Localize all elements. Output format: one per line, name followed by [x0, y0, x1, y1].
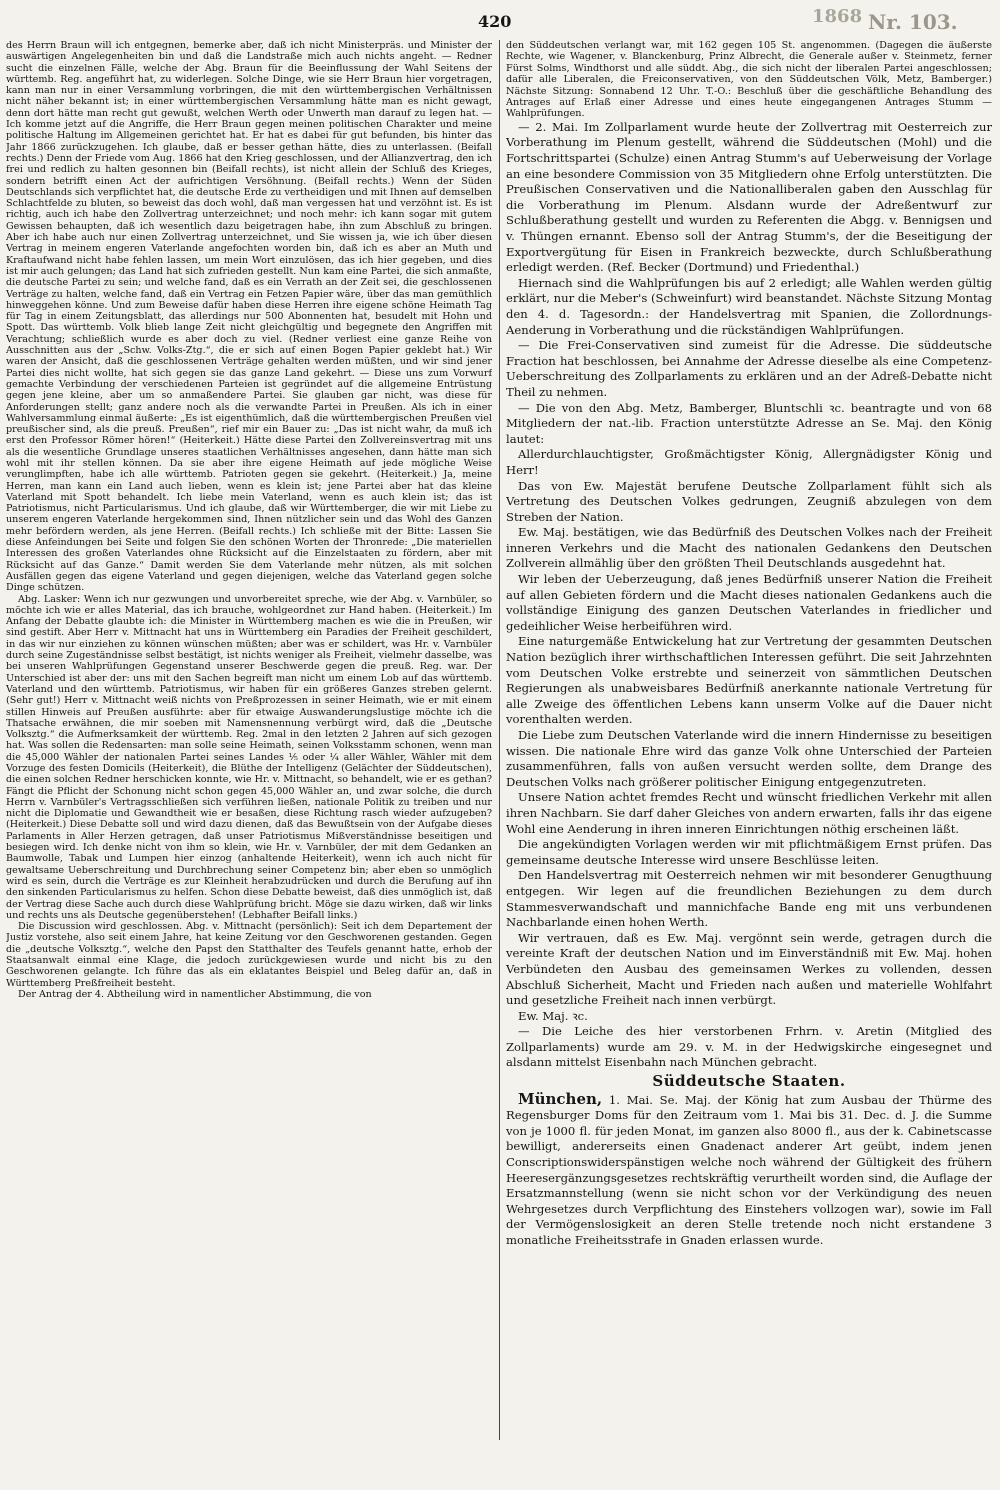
paragraph: des Herrn Braun will ich entgegnen, bemerke aber, daß ich nicht Ministerpräs. und Minister der auswärtigen Angelegenheiten bin und daß die Landstraße mich auch nichts angeht. — Redner sucht die einzelnen Fälle, welche der Abg. Braun für die Beeinflussung der Wahl Seitens der württemb. Reg. angeführt hat, zu widerlegen. Solche Dinge, wie sie Herr Braun hier vorgetragen, kann man nur in einer Versammlung vorbringen, die mit den württembergischen Verhältnissen nicht näher bekannt ist; in einer württembergischen Versammlung hätte man es nicht gewagt, denn dort hätte man recht gut gewußt, welchen Werth oder Unwerth man darauf zu legen hat. — Ich komme jetzt auf die Angriffe, die Herr Braun gegen meinen politischen Charakter und meine politische Haltung im Allgemeinen gerichtet hat. Er hat es dabei für gut befunden, bis hinter das Jahr 1866 zurückzugehen. Ich glaube, daß er besser gethan hätte, dies zu unterlassen. (Beifall rechts.) Denn der Friede vom Aug. 1866 hat den Krieg geschlossen, und der Allianzvertrag, den ich frei und redlich zu halten gesonnen bin (Beifall rechts), ist nicht allein der Schluß des Krieges, sondern betrifft einen Act der aufrichtigen Versöhnung. (Beifall rechts.) Wenn der Süden Deutschlands sich verpflichtet hat, die deutsche Erde zu vertheidigen und mit Ihnen auf demselben Schlachtfelde zu bluten, so beweist das doch wohl, daß man vergessen hat und verzöhnt ist. Es ist richtig, auch ich habe den Zollvertrag unterzeichnet; und noch mehr: ich kann sogar mit gutem Gewissen behaupten, daß ich wesentlich dazu beigetragen habe, ihn zum Abschluß zu bringen. Aber ich habe auch nur einen Zollvertrag unterzeichnet, und Sie wissen ja, wie ich über diesen Vertrag in meinem engeren Vaterlande angefochten worden bin, daß ich es aber an Muth und Kraftaufwand nicht habe fehlen lassen, um mein Wort einzulösen, das ich hier gegeben, und dies ist mir auch gelungen; das Land hat sich zufrieden gestellt. Nun kam eine Partei, die sich anmaßte, die deutsche Partei zu sein; und welche fand, daß es ein Verrath an der Zeit sei, die geschlossenen Verträge zu halten, welche fand, daß ein Vertrag ein Fetzen Papier wäre, über das man gemüthlich hinweggehen könne. Und zum Beweise dafür haben diese Herren ihre eigene schöne Heimath Tag für Tag in einem Zeitungsblatt, das allerdings nur 500 Abonnenten hat, besudelt mit Hohn und Spott. Das württemb. Volk blieb lange Zeit nicht gleichgültig und begegnete den Angriffen mit Verachtung; schließlich wurde es aber doch zu viel. (Redner verliest eine ganze Reihe von Ausschnitten aus der „Schw. Volks-Ztg.“, die er sich auf einen Bogen Papier geklebt hat.) Wir waren der Ansicht, daß die geschlossenen Verträge gehalten werden müßten, und wir sind jener Partei dies nicht wollte, hat sich gegen sie das ganze Land gekehrt. — Diese uns zum Vorwurf gemachte Verbindung der verschiedenen Parteien ist gegründet auf die allgemeine Entrüstung gegen jene kleine, aber um so anmaßendere Partei. Sie glauben gar nicht, was diese für Anforderungen stellt; ganz andere noch als die verwandte Partei in Preußen. Als ich in einer Wahlversammlung einmal äußerte: „Es ist eigenthümlich, daß die württembergischen Preußen viel preußischer sind, als die preuß. Preußen“, rief mir ein Bauer zu: „Das ist nicht wahr, da muß ich erst den Professor Römer hören!“ (Heiterkeit.) Hätte diese Partei den Zollvereinsvertrag mit uns als die wesentliche Grundlage unseres staatlichen Verhältnisses angesehen, dann hätte man sich wohl mit ihr stellen können. Da sie aber ihre eigene Heimath auf jede mögliche Weise verunglimpften, habe ich alle württemb. Patrioten gegen sie gekehrt. (Heiterkeit.) Ja, meine Herren, man kann ein Land auch lieben, wenn es klein ist; jene Partei aber hat das kleine Vaterland mit Spott behandelt. Ich liebe mein Vaterland, wenn es auch klein ist; das ist Patriotismus, nicht Particularismus. Und ich glaube, daß wir Württemberger, die wir mit Liebe zu unserem engeren Vaterlande hergekommen sind, Ihnen nützlicher sein und das Wohl des Ganzen mehr befördern werden, als jene Herren. (Beifall rechts.) Ich schließe mit der Bitte: Lassen Sie diese Anfeindungen bei Seite und folgen Sie den schönen Worten der Thronrede: „Die materiellen Interessen des großen Vaterlandes ohne Rücksicht auf die Einzelstaaten zu fördern, aber mit Rücksicht auf das Ganze.“ Damit werden Sie dem Vaterlande mehr nützen, als mit solchen Ausfällen gegen das eigene Vaterland und gegen diejenigen, welche das Vaterland gegen solche Dinge schützen.: [6, 40, 492, 594]
right-column: [506, 40, 992, 1480]
paragraph: Abg. Lasker: Wenn ich nur gezwungen und unvorbereitet spreche, wie der Abg. v. Varnbüler, so möchte ich wie er alles Material, das ich brauche, wohlgeordnet zur Hand haben. (Heiterkeit.) Im Anfang der Debatte glaubte ich: die Minister in Württemberg machen es wie die in Preußen, wir sind gestift. Aber Herr v. Mittnacht hat uns in Württemberg ein Paradies der Freiheit geschildert, in das wir nur einziehen zu können wünschen müßten; aber was er schildert, was Hr. v. Varnbüler durch seine Zugeständnisse selbst bestätigt, ist nichts weniger als Freiheit, vielmehr dasselbe, was bei unseren Wahlprüfungen Gegenstand unserer Beschwerde gegen die preuß. Reg. war. Der Unterschied ist aber der: uns mit den Sachen begreift man nicht um einem Lob auf das württemb. Vaterland und den württemb. Patriotismus, wir haben für ein größeres Ganzes streben gelernt. (Sehr gut!) Herr v. Mittnacht weiß nichts von Preßprozessen in seiner Heimath, wie er mit einem stillen Hinweis auf Preußen ausführte: aber für etwaige Auswanderungslustige möchte ich die Thatsache erwähnen, die mir soeben mit Namensnennung verbürgt wird, daß die „Deutsche Volksztg.“ die Aufmerksamkeit der württemb. Reg. 2mal in den letzten 2 Jahren auf sich gezogen hat. Was sollen die Redensarten: man solle seine Heimath, seinen Volksstamm schonen, wenn man die 45,000 Wähler der nationalen Partei seines Landes ⅕ oder ¼ aller Wähler, Wähler mit dem Vorzuge des festen Domicils (Heiterkeit), die Blüthe der Intelligenz (Gelächter der Süddeutschen), die einen solchen Redner herschicken konnte, wie Hr. v. Mittnacht, so behandelt, wie er es gethan? Fängt die Pflicht der Schonung nicht schon gegen 45,000 Wähler an, und zwar solche, die durch Herrn v. Varnbüler's Vertragsschließen sich verführen ließen, nationale Politik zu treiben und nur nicht die Diplomatie und Gewandtheit wie er besaßen, diese Richtung rasch wieder aufzugeben? (Heiterkeit.) Diese Debatte soll und wird dazu dienen, daß das Bewußtsein von der Aufgabe dieses Parlaments in Aller Herzen getragen, daß unser Patriotismus Mißverständnisse beseitigen und besiegen wird. Ich denke nicht von ihm so klein, wie Hr. v. Varnbüler, der mit dem Gedanken an Baumwolle, Tabak und Lumpen hier einzog (anhaltende Heiterkeit), wenn ich auch nicht für gewaltsame Ueberschreitung und Durchbrechung seiner Competenz bin; aber eben so unmöglich wird es sein, durch die Verträge es zur Kleinheit herabzudrücken und durch die Berufung auf ihn den sinkenden Particularismus zu helfen. Schon diese Debatte beweist, daß dies unmöglich ist, daß der Vertrag diese Sache auch durch diese Wahlprüfung bricht. Möge sie dazu wirken, daß wir links und rechts uns als Deutsche gegenüberstehen! (Lebhafter Beifall links.): [6, 593, 492, 921]
paragraph: — Die Leiche des hier verstorbenen Frhrn. v. Aretin (Mitglied des Zollparlaments) wurde am 29. v. M. in der Hedwigskirche eingesegnet und alsdann mittelst Eisenbahn nach München gebracht.: [506, 1024, 992, 1070]
address-paragraph: Eine naturgemäße Entwickelung hat zur Vertretung der gesammten Deutschen Nation bezüglich ihrer wirthschaftlichen Interessen geführt. Die seit Jahrzehnten vom Deutschen Volke erstrebte und seinerzeit von sämmtlichen Deutschen Regierungen als unabweisbares Bedürfniß anerkannte nationale Vertretung für alle Zweige des öffentlichen Lebens kann unserm Volke auf die Dauer nicht vorenthalten werden.: [506, 634, 992, 727]
paragraph-text: 1. Mai. Se. Maj. der König hat zum Ausbau der Thürme des Regensburger Doms für den Zeitraum vom 1. Mai bis 31. Dec. d. J. die Summe von je 1000 fl. für jeden Monat, im ganzen also 8000 fl., aus der k. Cabinetscasse bewilligt, andererseits einen Gnadenact anderer Art geübt, indem jenen Conscriptionswiderspänstigen welche noch während der Gültigkeit des frühern Heeresergänzungsgesetzes rechtskräftig verurtheilt worden sind, die Auflage der Ersatzmannstellung (wenn sie nicht schon vor der Verkündigung des neuen Wehrgesetzes durch Verpflichtung des Einstehers vollzogen war), sowie im Fall der Vermögenslosigkeit an deren Stelle tretende noch nicht erstandene 3 monatliche Freiheitsstrafe in Gnaden erlassen wurde.: [506, 1092, 992, 1247]
address-paragraph: Wir vertrauen, daß es Ew. Maj. vergönnt sein werde, getragen durch die vereinte Kraft der deutschen Nation und im Einverständniß mit Ew. Maj. hohen Verbündeten den Ausbau des gemeinsamen Werkes zu vollenden, dessen Abschluß Sicherheit, Macht und Frieden nach außen und materielle Wohlfahrt und gesetzliche Freiheit nach innen verbürgt.: [506, 930, 992, 1008]
salutation: Allerdurchlauchtigster, Großmächtigster König, Allergnädigster König und Herr!: [506, 447, 992, 477]
address-paragraph: Die angekündigten Vorlagen werden wir mit pflichtmäßigem Ernst prüfen. Das gemeinsame deutsche Interesse wird unsere Beschlüsse leiten.: [506, 837, 992, 867]
paragraph: — Die von den Abg. Metz, Bamberger, Bluntschli ꝛc. beantragte und von 68 Mitgliedern der nat.-lib. Fraction unterstützte Adresse an Se. Maj. den König lautet:: [506, 400, 992, 446]
city-name: München,: [518, 1089, 603, 1108]
paragraph: [506, 1089, 992, 1249]
header-year: 1868: [812, 6, 863, 27]
address-paragraph: Ew. Maj. bestätigen, wie das Bedürfniß des Deutschen Volkes nach der Freiheit inneren Verkehrs und die Macht des nationalen Gedankens den Deutschen Zollverein allmählig über den größten Theil Deutschlands ausgedehnt hat.: [506, 525, 992, 571]
paragraph: Hiernach sind die Wahlprüfungen bis auf 2 erledigt; alle Wahlen werden gültig erklärt, nur die Meber's (Schweinfurt) wird beanstandet. Nächste Sitzung Montag den 4. d. Tagesordn.: der Handelsvertrag mit Spanien, die Zollordnungs-Aenderung in Vorberathung und die rückständigen Wahlprüfungen.: [506, 275, 992, 337]
paragraph: — Die Frei-Conservativen sind zumeist für die Adresse. Die süddeutsche Fraction hat beschlossen, bei Annahme der Adresse dieselbe als eine Competenz-Ueberschreitung des Zollparlaments zu erklären und an der Adreß-Debatte nicht Theil zu nehmen.: [506, 338, 992, 399]
paragraph: Der Antrag der 4. Abtheilung wird in namentlicher Abstimmung, die von: [18, 988, 372, 1000]
page-number: 420: [478, 12, 512, 31]
paragraph: den Süddeutschen verlangt war, mit 162 gegen 105 St. angenommen. (Dagegen die äußerste Rechte, wie Wagener, v. Blanckenburg, Prinz Albrecht, die Generale außer v. Steinmetz, ferner Fürst Solms, Windthorst und alle süddt. Abg., die sich nicht der liberalen Partei angeschlossen; dafür alle Liberalen, die Freiconservativen, von den Süddeutschen Völk, Metz, Bamberger.) Nächste Sitzung: Sonnabend 12 Uhr. T.-O.: Beschluß über die geschäftliche Behandlung des Antrages auf Erlaß einer Adresse und eines heute eingegangenen Antrages Stumm — Wahlprüfungen.: [506, 40, 992, 120]
address-paragraph: Ew. Maj. ꝛc.: [518, 1008, 588, 1023]
paragraph: Die Discussion wird geschlossen. Abg. v. Mittnacht (persönlich): Seit ich dem Departement der Justiz vorstehe, also seit einem Jahre, hat keine Zeitung vor den Geschworenen gestanden. Gegen die „deutsche Volksztg.“, welche den Papst den Statthalter des Teufels genannt hatte, erhob der Staatsanwalt einmal eine Klage, die jedoch zurückgewiesen wurde und nicht bis zu den Geschworenen gelangte. Ich führe das als ein eklatantes Beispiel und Beleg dafür an, daß in Württemberg Preßfreiheit besteht.: [6, 921, 492, 989]
paragraph: — 2. Mai. Im Zollparlament wurde heute der Zollvertrag mit Oesterreich zur Vorberathung im Plenum gestellt, während die Süddeutschen (Mohl) und die Fortschrittspartei (Schulze) einen Antrag Stumm's auf Ueberweisung der Vorlage an eine besondere Commission von 35 Mitgliedern ohne Erfolg unterstützten. Die Preußischen Conservativen und die Nationalliberalen gaben den Ausschlag für die Vorberathung im Plenum. Alsdann wurde der Adreßentwurf zur Schlußberathung gestellt und wurden zu Referenten die Abgg. v. Bennigsen und v. Thüngen ernannt. Ebenso soll der Antrag Stumm's, der die Beseitigung der Exportvergütung für Eisen in Frankreich bezweckte, durch Schlußberathung erledigt werden. (Ref. Becker (Dortmund) und Friedenthal.): [506, 119, 992, 275]
section-heading: Süddeutsche Staaten.: [652, 1072, 846, 1091]
page-header: [0, 4, 1000, 34]
address-paragraph: Wir leben der Ueberzeugung, daß jenes Bedürfniß unserer Nation die Freiheit auf allen Gebieten fördern und die Macht dieses nationalen Gedankens auch die vollständige Einigung des ganzen Deutschen Vaterlandes in friedlicher und gedeihlicher Weise herbeiführen wird.: [506, 572, 992, 633]
address-paragraph: Unsere Nation achtet fremdes Recht und wünscht friedlichen Verkehr mit allen ihren Nachbarn. Sie darf daher Gleiches von andern erwarten, falls ihr das eigene Wohl eine Aenderung in ihren inneren Einrichtungen nöthig erscheinen läßt.: [506, 790, 992, 836]
left-column: [6, 40, 492, 1476]
column-divider: [499, 40, 500, 1440]
address-paragraph: Die Liebe zum Deutschen Vaterlande wird die innern Hindernisse zu beseitigen wissen. Die nationale Ehre wird das ganze Volk ohne Unterschied der Parteien zusammenführen, falls von außen versucht werden sollte, dem Drange des Deutschen Volks nach größerer politischer Einigung entgegenzutreten.: [506, 728, 992, 789]
address-paragraph: Den Handelsvertrag mit Oesterreich nehmen wir mit besonderer Genugthuung entgegen. Wir legen auf die freundlichen Beziehungen zu dem durch Stammesverwandschaft und mannichfache Bande eng mit uns verbundenen Nachbarlande einen hohen Werth.: [506, 868, 992, 930]
address-paragraph: Das von Ew. Majestät berufene Deutsche Zollparlament fühlt sich als Vertretung des Deutschen Volkes gedrungen, Zeugniß abzulegen von dem Streben der Nation.: [506, 478, 992, 524]
issue-number: Nr. 103.: [868, 10, 958, 34]
